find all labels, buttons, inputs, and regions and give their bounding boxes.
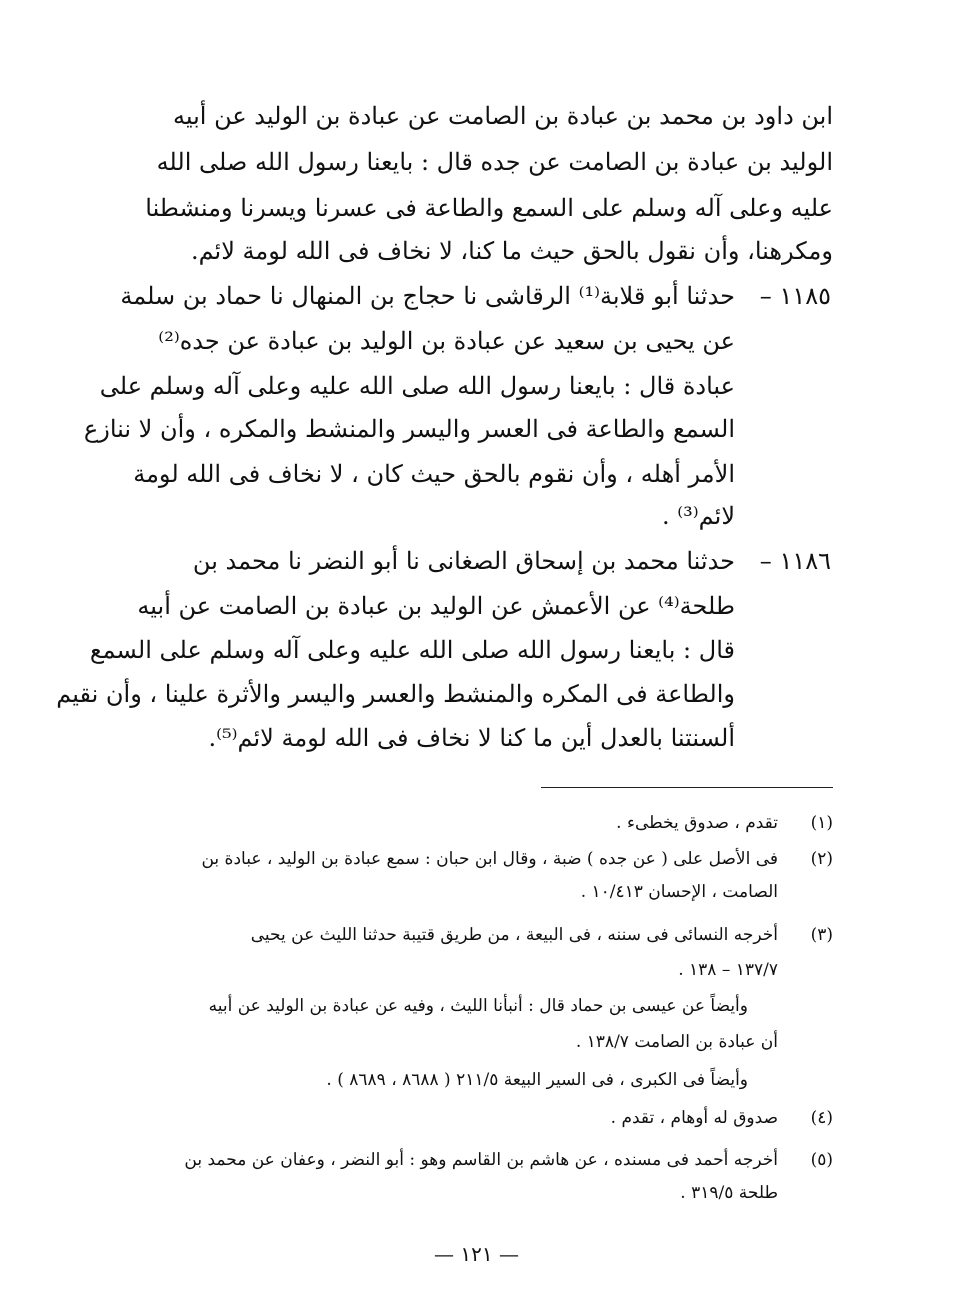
- text-line: طلحة⁽⁴⁾ عن الأعمش عن الوليد بن عبادة بن الصامت عن أبيه: [137, 592, 735, 620]
- text-line: عليه وعلى آله وسلم على السمع والطاعة فى عسرنا ويسرنا ومنشطنا: [145, 194, 833, 222]
- footnote-line: وأيضاً فى الكبرى ، فى السير البيعة ٢١١/٥ ( ٨٦٨٨ ، ٨٦٨٩ ) .: [326, 1070, 748, 1090]
- text-line: حدثنا محمد بن إسحاق الصغانى نا أبو النضر نا محمد بن: [192, 547, 735, 575]
- text-line: السمع والطاعة فى العسر واليسر والمنشط والمكره ، وأن لا ننازع: [83, 415, 735, 443]
- text-line: الأمر أهله ، وأن نقوم بالحق حيث كان ، لا نخاف فى الله لومة: [133, 460, 735, 488]
- footnote-line: طلحة ٣١٩/٥ .: [680, 1183, 778, 1203]
- footnote-divider: [541, 787, 833, 788]
- text-line: ابن داود بن محمد بن عبادة بن الصامت عن عبادة بن الوليد عن أبيه: [172, 102, 833, 130]
- footnote-line: تقدم ، صدوق يخطىء .: [616, 813, 778, 833]
- footnote-line: الصامت ، الإحسان ١٠/٤١٣ .: [580, 882, 778, 902]
- footnote-number: (١): [810, 813, 833, 833]
- footnote-line: أخرجه النسائى فى سننه ، فى البيعة ، من طريق قتيبة حدثنا الليث عن يحيى: [250, 925, 778, 945]
- text-line: ألسنتنا بالعدل أين ما كنا لا نخاف فى الله لومة لائم⁽⁵⁾.: [208, 724, 735, 752]
- text-line: ومكرهنا، وأن نقول بالحق حيث ما كنا، لا نخاف فى الله لومة لائم.: [190, 237, 833, 265]
- page-number: — ١٢١ —: [434, 1242, 519, 1266]
- hadith-number: ١١٨٥ –: [759, 282, 831, 310]
- footnote-line: ١٣٧/٧ – ١٣٨ .: [678, 960, 778, 980]
- text-line: حدثنا أبو قلابة⁽¹⁾ الرقاشى نا حجاج بن المنهال نا حماد بن سلمة: [120, 282, 735, 310]
- footnote-number: (٢): [810, 849, 833, 869]
- footnote-line: فى الأصل على ( عن جده ) ضبة ، وقال ابن حبان : سمع عبادة بن الوليد ، عبادة بن: [201, 849, 778, 869]
- footnote-number: (٤): [810, 1108, 833, 1128]
- hadith-number: ١١٨٦ –: [759, 547, 831, 575]
- footnote-line: صدوق له أوهام ، تقدم .: [610, 1108, 778, 1128]
- text-line: قال : بايعنا رسول الله صلى الله عليه وعلى آله وسلم على السمع: [89, 636, 735, 664]
- text-line: والطاعة فى المكره والمنشط والعسر واليسر والأثرة علينا ، وأن نقيم: [56, 680, 735, 708]
- footnote-line: أن عبادة بن الصامت ١٣٨/٧ .: [575, 1032, 778, 1052]
- text-line: الوليد بن عبادة بن الصامت عن جده قال : بايعنا رسول الله صلى الله: [156, 148, 833, 176]
- footnote-line: وأيضاً عن عيسى بن حماد قال : أنبأنا الليث ، وفيه عن عبادة بن الوليد عن أبيه: [208, 996, 748, 1016]
- footnote-line: أخرجه أحمد فى مسنده ، عن هاشم بن القاسم وهو : أبو النضر ، وعفان عن محمد بن: [184, 1150, 778, 1170]
- text-line: عبادة قال : بايعنا رسول الله صلى الله عليه وعلى آله وسلم على: [99, 372, 735, 400]
- footnote-number: (٣): [810, 925, 833, 945]
- text-line: لائم⁽³⁾ .: [661, 502, 735, 530]
- text-line: عن يحيى بن سعيد عن عبادة بن الوليد بن عبادة عن جده⁽²⁾: [158, 327, 735, 355]
- footnote-number: (٥): [810, 1150, 833, 1170]
